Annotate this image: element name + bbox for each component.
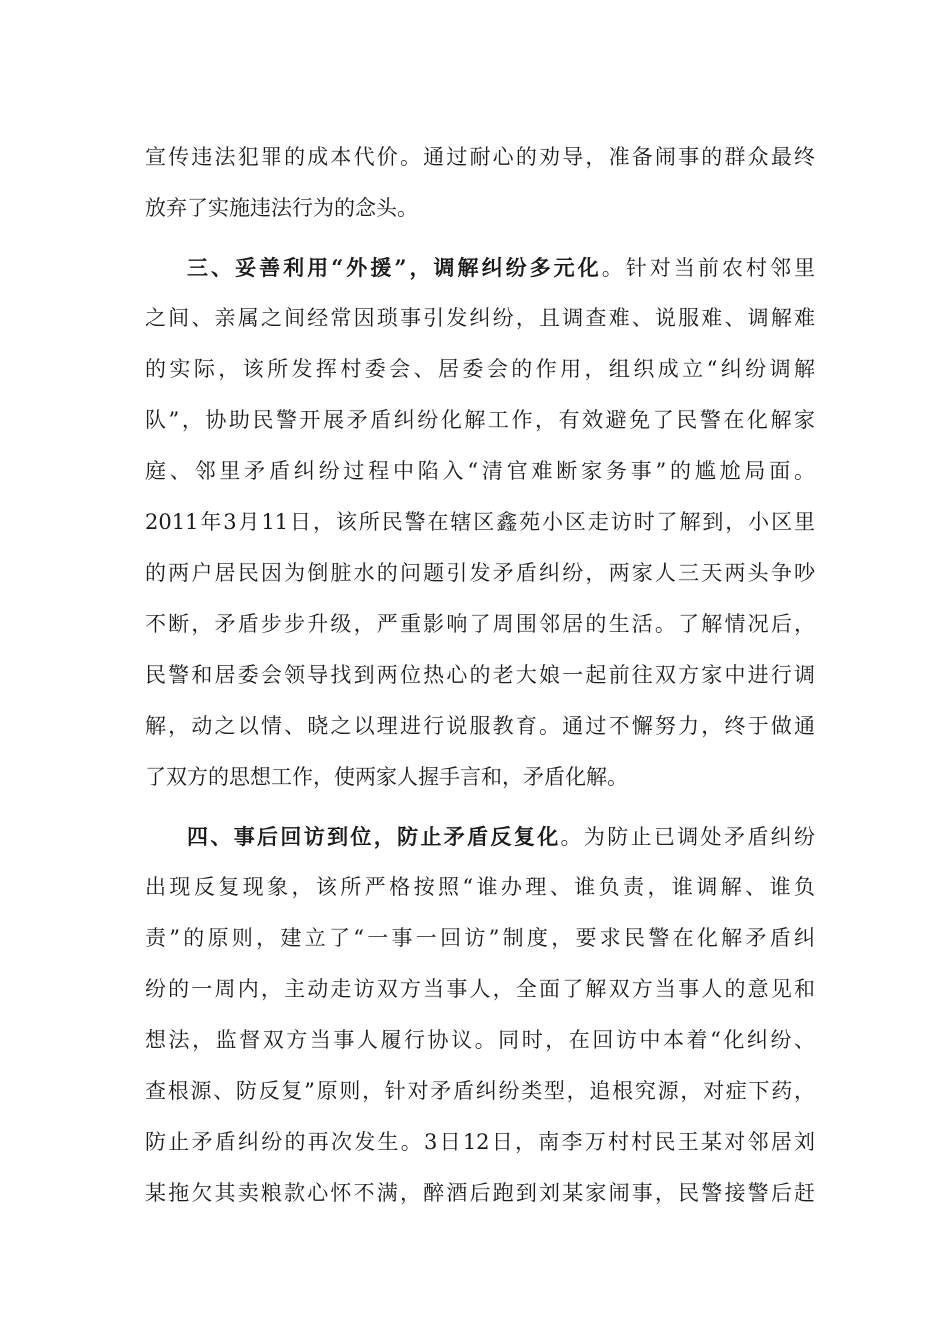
paragraph-line: 了双方的思想工作，使两家人握手言和，矛盾化解。 [145, 765, 628, 789]
paragraph-line: 宣传违法犯罪的成本代价。通过耐心的劝导，准备闹事的群众最终 [145, 145, 815, 169]
paragraph-line: 2011年3月11日，该所民警在辖区鑫苑小区走访时了解到，小区里 [145, 510, 815, 534]
section-three-first-line-text: 。针对当前农村邻里 [601, 256, 815, 280]
paragraph-gap [145, 803, 815, 811]
paragraph-line: 不断，矛盾步步升级，严重影响了周围邻居的生活。了解情况后， [145, 612, 815, 636]
document-body [145, 132, 815, 1219]
paragraph-line: 想法，监督双方当事人履行协议。同时，在回访中本着“化纠纷、 [145, 1028, 815, 1052]
paragraph-line: 民警和居委会领导找到两位热心的老大娘一起前往双方家中进行调 [145, 663, 815, 687]
paragraph-line: 纷的一周内，主动走访双方当事人，全面了解双方当事人的意见和 [145, 977, 815, 1001]
paragraph-line: 队”，协助民警开展矛盾纠纷化解工作，有效避免了民警在化解家 [145, 408, 815, 432]
section-three-heading: 三、妥善利用“外援”，调解纠纷多元化 [187, 255, 602, 280]
section-four-heading: 四、事后回访到位，防止矛盾反复化 [187, 824, 561, 849]
paragraph-line: 责”的原则，建立了“一事一回访”制度，要求民警在化解矛盾纠 [145, 926, 815, 950]
paragraph-line: 查根源、防反复”原则，针对矛盾纠纷类型，追根究源，对症下药， [145, 1079, 815, 1103]
paragraph-line: 放弃了实施违法行为的念头。 [145, 196, 418, 220]
section-four-first-line-text: 。为防止已调处矛盾纠纷 [560, 825, 815, 849]
paragraph-line: 防止矛盾纠纷的再次发生。3日12日，南李万村村民王某对邻居刘 [145, 1130, 815, 1154]
section-four-first-line [145, 811, 815, 862]
paragraph-line: 的两户居民因为倒脏水的问题引发矛盾纠纷，两家人三天两头争吵 [145, 561, 815, 585]
paragraph-line: 解，动之以情、晓之以理进行说服教育。通过不懈努力，终于做通 [145, 714, 815, 738]
paragraph-gap [145, 234, 815, 242]
section-three-first-line [145, 242, 815, 293]
paragraph-line: 的实际，该所发挥村委会、居委会的作用，组织成立“纠纷调解 [145, 357, 815, 381]
paragraph-line: 庭、邻里矛盾纠纷过程中陷入“清官难断家务事”的尴尬局面。 [145, 459, 815, 483]
paragraph-line: 出现反复现象，该所严格按照“谁办理、谁负责，谁调解、谁负 [145, 875, 815, 899]
paragraph-line: 之间、亲属之间经常因琐事引发纠纷，且调查难、说服难、调解难 [145, 306, 815, 330]
paragraph-line: 某拖欠其卖粮款心怀不满，醉酒后跑到刘某家闹事，民警接警后赶 [145, 1181, 815, 1205]
